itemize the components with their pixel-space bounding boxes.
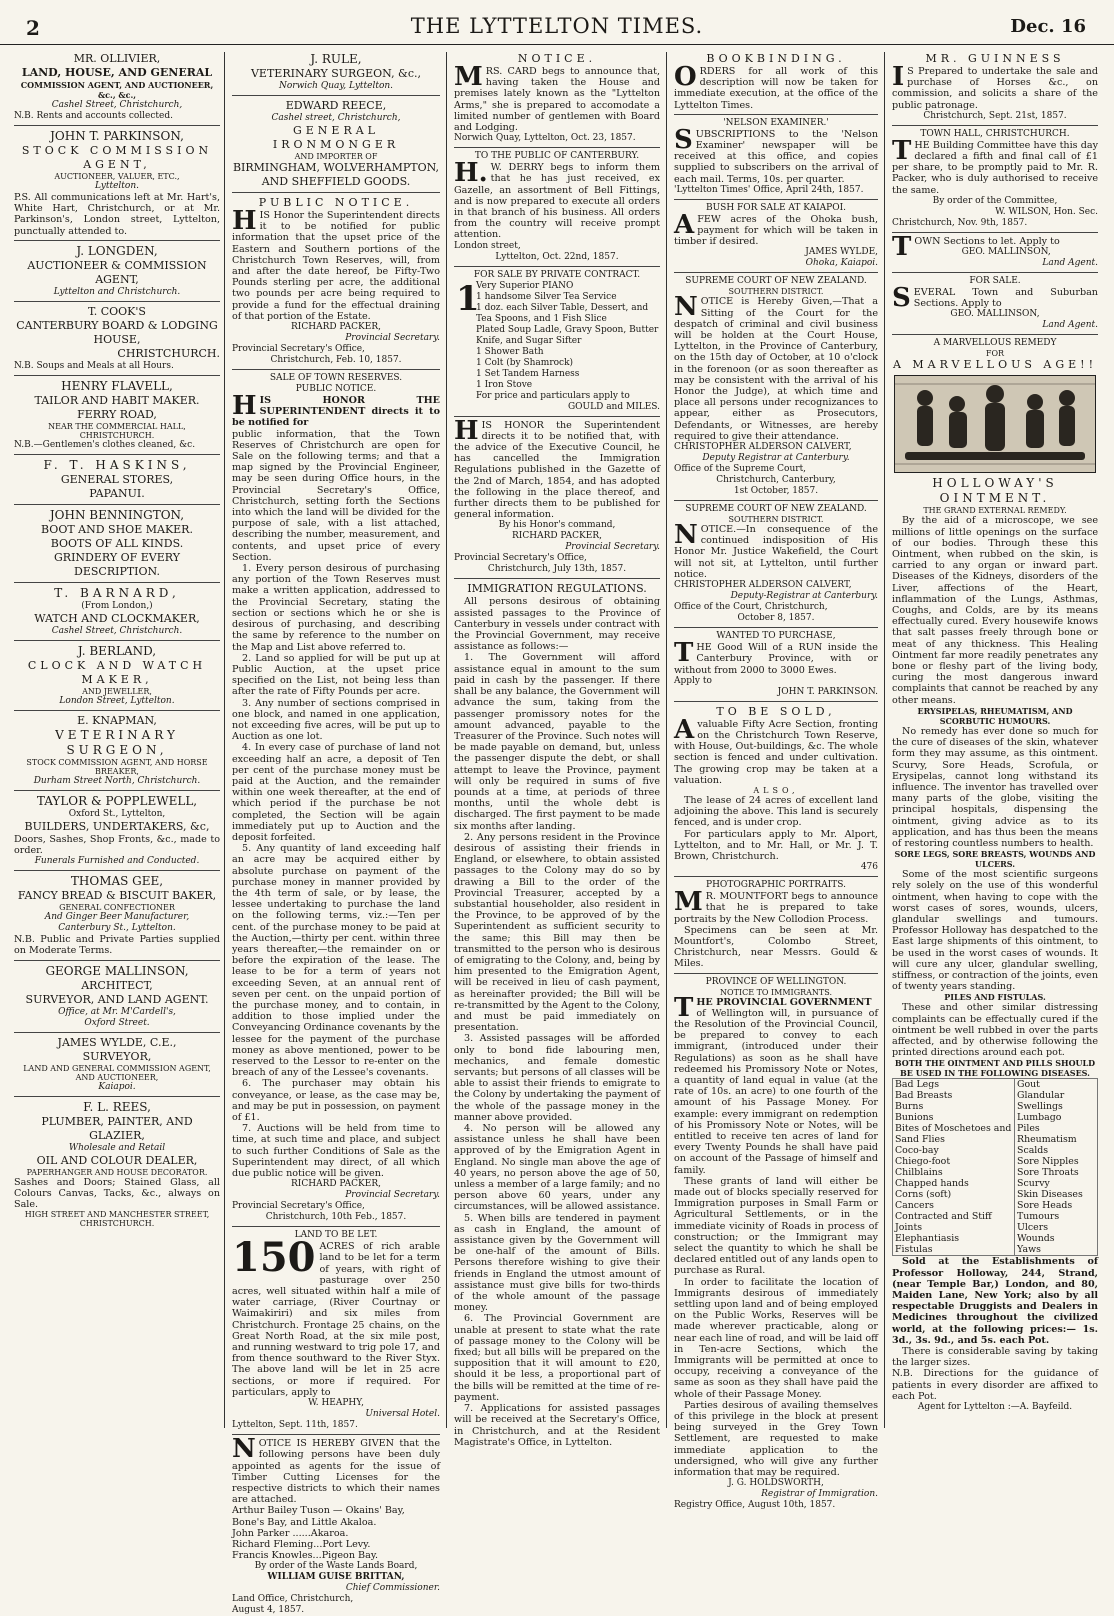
- list-item: Rheumatism: [1017, 1134, 1077, 1146]
- ad-subheading: STOCK COMMISSION AGENT,: [21, 144, 213, 171]
- ad-line: Durham Street North, Christchurch.: [33, 775, 201, 786]
- ad-body: There is considerable saving by taking the larger sizes.: [892, 1346, 1098, 1369]
- notice-office: Land Office, Christchurch,: [232, 1594, 354, 1605]
- ad-subheading: VETERINARY SURGEON, &c.,: [250, 67, 422, 80]
- column-rule: [666, 52, 667, 1428]
- newspaper-title: THE LYTTELTON TIMES.: [410, 14, 704, 38]
- signature-title: Land Agent.: [1042, 258, 1098, 269]
- signature: J. G. HOLDSWORTH,: [728, 1478, 824, 1489]
- notice-item: 3. Assisted passages will be afforded only to bond fide labouring men, mechanics, and female domestic servants; but persons of all classes will be able to assist their friends to emigrate to the Colony by undertaking the payment of the whole of the passage money in the manner above provided.: [454, 1033, 660, 1123]
- ad-heading: T. BARNARD,: [54, 585, 180, 600]
- section-heading: PILES AND FISTULAS.: [944, 992, 1046, 1003]
- column-4: BOOKBINDING. ORDERS for all work of this description will now be taken for immediate execution, at the office of the Lyttelton Times. 'NELSON EXAMINER.' SUBSCRIPTIONS to the 'Nelson Examiner' newspaper will be received at this office, and copies supplied to subscribers on the arrival of each mail. Terms, 10s. per quarter. 'Lyttelton Times' Office, April 24th, 1857. BUSH FOR SALE AT KAIAPOI. AFEW acres of the Ohoka bush, payment for which will be taken in timber if desired. JAMES WYLDE, Ohoka, Kaiapoi. SUPREME COURT OF NEW ZEALAND. SOUTHERN DISTRICT. NOTICE is Hereby Given,—That a Sitting of the Court for the despatch of criminal and civil business will be holden at the Court House, Lyttelton, in the Province of Canterbury, on the 15th day of October, at 10 o'clock in the forenoon (or as soon thereafter as may be consistent with the arrival of his Honor the Judge), at which time and place all persons under recognizances to appear, either as Prosecutors, Defendants, or Witnesses, are hereby required to give their attendance. CHRISTOPHER ALDERSON CALVERT, Deputy Registrar at Canterbury. Office of the Supreme Court, Christchurch, Canterbury, 1st October, 1857. SUPREME COURT OF NEW ZEALAND. SOUTHERN DISTRICT. NOTICE.—In consequence of the continued indisposition of His Honor Mr. Justice Wakefield, the Court will not sit, at Lyttelton, until further notice. CHRISTOPHER ALDERSON CALVERT, Deputy-Registrar at Canterbury. Office of the Court, Christchurch, October 8, 1857. WANTED TO PURCHASE, THE Good Will of a RUN inside the Canterbury Province, with or without from 2000 to 3000 Ewes. Apply to JOHN T. PARKINSON. TO BE SOLD, Avaluable Fifty Acre Section, fronting on the Christchurch Town Reserve, with House, Out-buildings, &c. The whole section is fenced and under cultivation. The growing crop may be taken at a valuation. ALSO, The lease of 24 acres of excellent land adjoining the above. This land is securely fenced, and is under crop. For particulars apply to Mr. Alport, Lyttelton, and to Mr. Hall, or Mr. J. T. Brown, Christchurch. 476 PHOTOGRAPHIC PORTRAITS. M R. MOUNTFORT begs to announce that he is prepared to take portraits by the New Collodion Process. Specimens can be seen at Mr. Mountfort's, Colombo Street, Christchurch, near Messrs. Gould & Miles. PROVINCE OF WELLINGTON. NOTICE TO IMMIGRANTS. THE PROVINCIAL GOVERNMENT of Wellington will, in pursuance of the Resolution of the Provincial Council, be prepared to convey to each immigrant, (introduced under their Regulations) as soon as he shall have redeemed his Promissory Note or Notes, a quantity of land equal in value (at the rate of 10s. an acre) to one fourth of the amount of his Passage Money. For example: every immigrant on redemption of his Promissory Note or Notes, will be entitled to receive ten acres of land for every Twenty Pounds he shall have paid on account of the Passage of himself and family. These grants of land will either be made out of blocks specially reserved for Immigration purposes in Small Farm or Agricultural Settlements, or in the immediate vicinity of Roads in process of construction; or the Immigrant may select the quantity to which he shall be declared entitled out of any lands open to purchase as Rural. In order to facilitate the location of Immigrants desirous of immediately settling upon land and of being employed on the Public Works, Reserves will be made wherever practicable, along or near each line of road, and will be laid off in Ten-acre Sections, which the Immigrants will be permitted at once to occupy, receiving a conveyance of the same as soon as they shall have paid the whole of their Passage Money. Parties desirous of availing themselves of this privilege in the block at present being surveyed in the Grey Town Settlement, are requested to make immediate application to the undersigned, who will give any further information that may be required. J. G. HOLDSWORTH, Registrar of Immigration. Registry Office, August 10th, 1857.: [674, 52, 878, 1511]
- notice-item: 1. The Government will afford assistance equal in amount to the sum paid in cash by the passenger. If there shall be any balance, the Government will advance the sum, taking from the passenger promissory notes for the amount advanced, payable to the Treasurer of the Province. Such notes will be made payable on demand, but, unless the passenger dispute the debt, or shall attempt to leave the Province, payment will only be required in sums of five pounds at a time, at periods of three months, until the whole debt is discharged. The first payment to be made six months after landing.: [454, 652, 660, 832]
- notice-title: SUPREME COURT OF NEW ZEALAND.: [685, 276, 867, 287]
- notice-body: HE Good Will of a RUN inside the Canterbury Province, with or without from 2000 to 3000 Ewes.: [674, 642, 878, 676]
- notice-date: Christchurch, Nov. 9th, 1857.: [892, 217, 1028, 228]
- notice-body: For particulars apply to Mr. Alport, Lyttelton, and to Mr. Hall, or Mr. J. T. Brown, Christchurch.: [674, 828, 878, 862]
- list-item: Cancers: [895, 1200, 934, 1212]
- notice-lead: HE PROVINCIAL GOVERNMENT: [696, 996, 872, 1008]
- notice-title: PROVINCE OF WELLINGTON.: [705, 976, 847, 987]
- signature: GEO. MALLINSON,: [961, 247, 1051, 258]
- ad-line: COMMISSION AGENT, AND AUCTIONEER, &c., &c.,: [20, 80, 214, 100]
- list-item: 1 Shower Bath: [476, 346, 544, 357]
- list-item: Tumours: [1017, 1211, 1060, 1223]
- list-item: Contracted and Stiff Joints: [895, 1211, 992, 1234]
- list-item: Yaws: [1017, 1244, 1041, 1256]
- ad-body: Doors, Sashes, Shop Fronts, &c., made to order.: [14, 833, 220, 857]
- list-item: Very Superior PIANO: [476, 280, 574, 291]
- signature-title: Deputy-Registrar at Canterbury.: [730, 591, 878, 602]
- notice-subtitle: NOTICE TO IMMIGRANTS.: [720, 987, 832, 997]
- ad-subheading: AUCTIONEER & COMMISSION AGENT,: [27, 258, 207, 286]
- ad-line: GRINDERY OF EVERY DESCRIPTION.: [54, 550, 180, 578]
- ad-line: FERRY ROAD,: [77, 407, 157, 421]
- ad-body: These and other similar distressing complaints can be effectually cured if the ointment be well rubbed in over the parts affected, and by otherwise following the printed directions around each pot.: [892, 1002, 1098, 1059]
- notice-date: Norwich Quay, Lyttelton, Oct. 23, 1857.: [454, 133, 636, 144]
- notice-title: IMMIGRATION REGULATIONS.: [467, 582, 647, 596]
- ad-line: Office, at Mr. M'Cardell's,: [58, 1006, 176, 1017]
- notice-date: 'Lyttelton Times' Office, April 24th, 1857.: [674, 184, 864, 195]
- notice-item: 6. The purchaser may obtain his conveyance, or lease, as the case may be, and may be put in possession, on payment of £1.: [232, 1078, 440, 1124]
- sale-items: 1 Very Superior PIANO 1 handsome Silver Tea Service 1 doz. each Silver Table, Dessert, and Tea Spoons, and 1 Fish Slice Plated Soup Ladle, Gravy Spoon, Butter Knife, and Sugar Sifter 1 Shower Bath 1 Colt (by Shamrock) 1 Set Tandem Harness 1 Iron Stove For price and particulars apply to: [456, 278, 659, 401]
- engraving-figures-icon: [895, 376, 1095, 472]
- column-rule: [224, 52, 225, 1428]
- notice-title: TOWN HALL, CHRISTCHURCH.: [920, 128, 1070, 139]
- ad-subheading: FANCY BREAD & BISCUIT BAKER,: [17, 889, 217, 903]
- ad-subheading: TAILOR AND HABIT MAKER.: [34, 393, 200, 407]
- ad-line: Lyttelton.: [94, 181, 140, 191]
- list-item: Bad Breasts: [895, 1090, 953, 1102]
- notice-title: PUBLIC NOTICE.: [258, 196, 414, 209]
- signature: GOULD and MILES.: [567, 401, 660, 412]
- page-number: 2: [26, 16, 40, 40]
- signature: JOHN T. PARKINSON.: [777, 686, 878, 697]
- ad-line: And Ginger Beer Manufacturer,: [44, 912, 190, 923]
- notice-body: RS. CARD begs to announce that, having taken the House and premises lately known as the "Lyttelton Arms," she is prepared to accomodate a limited number of gentlemen with Board and Lodging.: [454, 66, 660, 134]
- disease-list-left: [893, 1079, 1015, 1256]
- notice-title: PHOTOGRAPHIC PORTRAITS.: [706, 880, 846, 891]
- list-item: 1 Iron Stove: [476, 379, 533, 390]
- ad-agent: Agent for Lyttelton :—A. Bayfeild.: [917, 1402, 1073, 1413]
- notice-body: HE Building Committee have this day declared a fifth and final call of £1 per share, to be promptly paid to Mr. R. Packer, who is duly authorised to receive the same.: [892, 139, 1098, 196]
- notice-line: London street,: [454, 240, 521, 251]
- ad-heading: T. COOK'S: [88, 304, 146, 318]
- ad-line: AUCTIONEER, VALUER, ETC.,: [54, 172, 180, 181]
- ad-taylor-popplewell: [14, 794, 220, 867]
- ad-heading: EDWARD REECE,: [285, 99, 387, 112]
- ad-line: PAPANUI.: [89, 486, 145, 500]
- list-item: Coco-bay: [895, 1145, 939, 1157]
- notice-body: Specimens can be seen at Mr. Mountfort's, Colombo Street, Christchurch, near Messrs. Gould & Miles.: [674, 924, 878, 970]
- notice-body: valuable Fifty Acre Section, fronting on the Christchurch Town Reserve, with House, Out-buildings, &c. The whole section is fenced and under cultivation. The growing crop may be taken at a valuation.: [674, 718, 878, 786]
- notice-body: public information, that the Town Reserves of Christchurch are open for Sale on the following terms; and that a map signed by the Provincial Engineer, may be seen during Office hours, in the Provincial Secretary's Office, Christchurch, setting forth the Sections into which the land will be divided for the purpose of sale, with a list attached, describing the number, measurement, and contents, and upset price of every Section.: [232, 428, 440, 563]
- notice-item: 4. In every case of purchase of land not exceeding half an acre, a deposit of Ten per cent of the purchase money must be paid at the Auction, and the remainder within one week thereafter, at the end of which period if the purchase be not completed, the Section will be again immediately put up to Auction and the deposit forfeited.: [232, 742, 440, 843]
- notice-date: October 8, 1857.: [737, 613, 815, 624]
- ad-subheading: GENERAL IRONMONGER: [272, 124, 400, 151]
- list-item: Sore Nipples: [1017, 1156, 1079, 1168]
- signature: JAMES WYLDE,: [805, 247, 878, 258]
- signature: CHRISTOPHER ALDERSON CALVERT,: [674, 442, 852, 453]
- signature-title: Chief Commissioner.: [345, 1583, 440, 1594]
- list-item: Wounds: [1017, 1233, 1055, 1245]
- ad-line: N.B. Rents and accounts collected.: [14, 111, 173, 121]
- ad-line: Cashel Street, Christchurch,: [51, 100, 183, 110]
- signature-title: Provincial Secretary.: [565, 542, 660, 553]
- notice-title: BUSH FOR SALE AT KAIAPOI.: [705, 202, 847, 213]
- list-item: 1 handsome Silver Tea Service: [476, 291, 617, 302]
- signature: WILLIAM GUISE BRITTAN,: [267, 1572, 405, 1583]
- ad-line: BIRMINGHAM, WOLVERHAMPTON,: [232, 161, 440, 174]
- list-item: Bad Legs: [895, 1079, 940, 1091]
- notice-office: Provincial Secretary's Office,: [232, 344, 365, 355]
- notice-title: BOOKBINDING.: [706, 52, 846, 65]
- signature: RICHARD PACKER,: [291, 1179, 381, 1190]
- notice-date: Registry Office, August 10th, 1857.: [674, 1500, 836, 1511]
- signature: RICHARD PACKER,: [291, 322, 381, 333]
- ad-ollivier: [14, 52, 220, 122]
- notice-date: Christchurch, Sept. 21st, 1857.: [923, 110, 1067, 121]
- list-item: Skin Diseases: [1017, 1189, 1083, 1201]
- ad-line: Funerals Furnished and Conducted.: [34, 856, 200, 867]
- ad-line: AND AUCTIONEER,: [75, 1072, 159, 1082]
- notice-subtitle: PUBLIC NOTICE.: [295, 384, 377, 395]
- ad-body: Sold at the Establishments of Professor Holloway, 244, Strand, (near Temple Bar,) London, and 80, Maiden Lane, New York; also by all respectable Druggists and Dealers in Medicines throughout the civilized world, at the following prices:— 1s. 3d., 3s. 9d., and 5s. each Pot.: [892, 1256, 1098, 1346]
- column-3: NOTICE. MRS. CARD begs to announce that, having taken the House and premises lately known as the "Lyttelton Arms," she is prepared to accomodate a limited number of gentlemen with Board and Lodging. Norwich Quay, Lyttelton, Oct. 23, 1857. TO THE PUBLIC OF CANTERBURY. H. W. DERRY begs to inform them that he has just received, ex Gazelle, an assortment of Bell Fittings, and is now prepared to execute all orders in that branch of his business. All orders from the country will receive prompt attention. London street, Lyttelton, Oct. 22nd, 1857. FOR SALE BY PRIVATE CONTRACT. 1 Very Superior PIANO 1 handsome Silver Tea Service 1 doz. each Silver Table, Dessert, and Tea Spoons, and 1 Fish Slice Plated Soup Ladle, Gravy Spoon, Butter Knife, and Sugar Sifter 1 Shower Bath 1 Colt (by Shamrock) 1 Set Tandem Harness 1 Iron Stove For price and particulars apply to GOULD and MILES. HIS HONOR the Superintendent directs it to be notified that, with the advice of the Executive Council, he has cancelled the Immigration Regulations published in the Gazette of the 2nd of March, 1854, and has adopted the following in the place thereof, and further directs them to be published for general information. By his Honor's command, RICHARD PACKER, Provincial Secretary. Provincial Secretary's Office, Christchurch, July 13th, 1857. IMMIGRATION REGULATIONS. All persons desirous of obtaining assisted passages to the Province of Canterbury in vessels under contract with the Provincial Government, may receive assistance as follows:— 1. The Government will afford assistance equal in amount to the sum paid in cash by the passenger. If there shall be any balance, the Government will advance the sum, taking from the passenger promissory notes for the amount advanced, payable to the Treasurer of the Province. Such notes will be made payable on demand, but, unless the passenger dispute the debt, or shall attempt to leave the Province, payment will only be required in sums of five pounds at a time, at periods of three months, until the whole debt is discharged. The first payment to be made six months after landing. 2. Any persons resident in the Province desirous of assisting their friends in England, or elsewhere, to obtain assisted passages to the Colony may do so by drawing a Bill to the order of the Provincial Treasurer, accepted by a substantial householder, also resident in the Province, to be approved of by the Superintendent as sufficient security to the same; this Bill may then be transmitted to the person who is desirous of emigrating to the Colony, and, being by him presented to the Emigration Agent, will be received in lieu of cash payment, as hereinafter provided; the Bill will be re-transmitted by the Agent to the Colony, and must be paid immediately on presentation. 3. Assisted passages will be afforded only to bond fide labouring men, mechanics, and female domestic servants; but persons of all classes will be able to assist their friends to emigrate to the Colony by undertaking the payment of the whole of the passage money in the manner above provided. 4. No person will be allowed any assistance unless he shall have been approved of by the Emigration Agent in England. No single man above the age of 40 years, no person above the age of 50, unless a member of a large family; and no person above 60 years, under any circumstances, will be allowed assistance. 5. When bills are tendered in payment as cash in England, the amount of assistance given by the Government will be one-half of the amount of Bills. Persons therefore wishing to give their friends in England the utmost amount of assistance must give bills for two-thirds of the whole amount of the passage money. 6. The Provincial Government are unable at present to state what the rate of passage money to the Colony will be fixed; but all bills will be prepared on the supposition that it will amount to £20, should it be less, a proportional part of the bills will be remitted at the time of re-payment. 7. Applications for assisted passages will be received at the Secretary's Office, in Christchurch, and at the Resident Magistrate's Office, in Lyttelton.: [454, 52, 660, 1448]
- ad-line: Canterbury St., Lyttelton.: [58, 923, 176, 934]
- notice-date: Christchurch, 10th Feb., 1857.: [265, 1212, 407, 1223]
- ad-banner: FOR: [985, 349, 1005, 359]
- notice-office: Office of the Court, Christchurch,: [674, 602, 828, 613]
- ad-line: N.B.—Gentlemen's clothes cleaned, &c.: [14, 439, 196, 450]
- signature: W. HEAPHY,: [308, 1398, 364, 1409]
- ad-heading: MR. GUINNESS: [925, 52, 1065, 65]
- notice-line: Christchurch, Canterbury,: [716, 475, 836, 486]
- ad-heading: F. L. REES,: [83, 1099, 151, 1114]
- ad-body: N.B. Public and Private Parties supplied on Moderate Terms.: [14, 934, 220, 957]
- ad-line: GENERAL CONFECTIONER: [59, 903, 175, 913]
- notice-title: FOR SALE BY PRIVATE CONTRACT.: [473, 269, 641, 280]
- notice-item: 7. Auctions will be held from time to time, at such time and place, and subject to such further Conditions of Sale as the Superintendent may direct, of all which due public notice will be given.: [232, 1123, 440, 1180]
- ad-gee: [14, 874, 220, 956]
- notice-by: By his Honor's command,: [498, 520, 616, 531]
- ad-heading: JOHN BENNINGTON,: [49, 507, 185, 522]
- notice-office: Office of the Supreme Court,: [674, 464, 807, 475]
- ad-heading: JAMES WYLDE, C.E.,: [57, 1035, 177, 1049]
- ad-body: By the aid of a microscope, we see millions of little openings on the surface of our bodies. Through these this Ointment, when rubbed on the skin, is carried to any organ or inward part. Diseases of the Kidneys, disorders of the Liver, affections of the Heart, inflammation of the Lungs, Asthmas, Coughs, and Colds, are by its means effectually cured. Every housewife knows that salt passes freely through bone or meat of any thickness. This Healing Ointment far more readily penetrates any bone or fleshy part of the living body, curing the most dangerous inward complaints that cannot be reached by any other means.: [892, 515, 1098, 706]
- list-item: Francis Knowles...Pigeon Bay.: [232, 1550, 379, 1562]
- ad-subheading: Oxford St., Lyttelton,: [68, 808, 166, 819]
- ad-line: London Street, Lyttelton.: [59, 695, 175, 706]
- notice-subtitle: SOUTHERN DISTRICT.: [728, 515, 824, 525]
- ad-line: WATCH AND CLOCKMAKER,: [34, 611, 200, 625]
- issue-date: Dec. 16: [1010, 16, 1086, 37]
- notice-date: Christchurch, Feb. 10, 1857.: [270, 355, 402, 366]
- ad-body: Some of the most scientific surgeons rely solely on the use of this wonderful ointment, when having to cope with the worst cases of sores, wounds, ulcers, glandular swellings and tumours. Professor Holloway has despatched to the East large shipments of this ointment, to be used in the worst cases of wounds. It will cure any ulcer, glandular swelling, stiffness, or contraction of the joints, even of twenty years standing.: [892, 869, 1098, 993]
- notice-date: Christchurch, July 13th, 1857.: [487, 564, 627, 575]
- ad-flavell: [14, 379, 220, 451]
- column-2: J. RULE, VETERINARY SURGEON, &c., Norwich Quay, Lyttelton. EDWARD REECE, Cashel street, Christchurch, GENERAL IRONMONGER AND IMPORTER OF BIRMINGHAM, WOLVERHAMPTON, AND SHEFFIELD GOODS. PUBLIC NOTICE. HIS Honor the Superintendent directs it to be notified for public information that the upset price of the Eastern and Southern portions of the Christchurch Town Reserves, will, from and after the date hereof, be Fifty-Two Pounds sterling per acre, the additional two pounds per acre being required to provide a fund for the effectual draining of that portion of the Estate. RICHARD PACKER, Provincial Secretary. Provincial Secretary's Office, Christchurch, Feb. 10, 1857. SALE OF TOWN RESERVES. PUBLIC NOTICE. HIS HONOR THE SUPERINTENDENT directs it to be notified for public information, that the Town Reserves of Christchurch are open for Sale on the following terms; and that a map signed by the Provincial Engineer, may be seen during Office hours, in the Provincial Secretary's Office, Christchurch, setting forth the Sections into which the land will be divided for the purpose of sale, with a list attached, describing the number, measurement, and contents, and upset price of every Section. 1. Every person desirous of purchasing any portion of the Town Reserves must make a written application, addressed to the Provincial Secretary, stating the section or sections which he or she is desirous of purchasing, and describing the same by reference to the number on the Map and List above referred to. 2. Land so applied for will be put up at Public Auction, at the upset price specified on the List, not being less than after the rate of Fifty Pounds per acre. 3. Any number of sections comprised in one block, and named in one application, not exceeding five acres, will be put up to Auction as one lot. 4. In every case of purchase of land not exceeding half an acre, a deposit of Ten per cent of the purchase money must be paid at the Auction, and the remainder within one week thereafter, at the end of which period if the purchase be not completed, the Section will be again immediately put up to Auction and the deposit forfeited. 5. Any quantity of land exceeding half an acre may be acquired either by absolute purchase on payment of the purchase money in manner provided by the 4th term of sale, or by lease, the lessee undertaking to purchase the land on the following terms, viz.:—Ten per cent. of the purchase money to be paid at the Auction,—thirty per cent. within three years thereafter,—the remainder on or before the expiration of the lease. The lease to be for a term of years not exceeding Seven, at an annual rent of seven per cent. on the unpaid portion of the purchase money, and to contain, in addition to those implied under the Conveyancing Ordinance covenants by the lessee for the payment of the purchase money as above mentioned, power to be reserved to the Lessor to re-enter on the breach of any of the Lessee's covenants. 6. The purchaser may obtain his conveyance, or lease, as the case may be, and may be put in possession, on payment of £1. 7. Auctions will be held from time to time, at such time and place, and subject to such further Conditions of Sale as the Superintendent may direct, of all which due public notice will be given. RICHARD PACKER, Provincial Secretary. Provincial Secretary's Office, Christchurch, 10th Feb., 1857. LAND TO BE LET. 150 ACRES of rich arable land to be let for a term of years, with right of pasturage over 250 acres, well situated within half a mile of water carriage, (River Courtnay or Waimakiriri) and six miles from Christchurch. Frontage 25 chains, on the Great North Road, at the six mile post, and running westward to trig pole 17, and from thence southward to the River Styx. The above land will be let in 25 acre sections, or more if required. For particulars, apply to W. HEAPHY, Universal Hotel. Lyttelton, Sept. 11th, 1857. NOTICE IS HEREBY GIVEN that the following persons have been duly appointed as agents for the issue of Timber Cutting Licenses for the respective districts to which their names are attached. Arthur Bailey Tuson — Okains' Bay, Bone's Bay, and Little Akaloa. John Parker ......Akaroa. Richard Fleming...Port Levy. Francis Knowles...Pigeon Bay. By order of the Waste Lands Board, WILLIAM GUISE BRITTAN, Chief Commissioner. Land Office, Christchurch, August 4, 1857.: [232, 52, 440, 1616]
- notice-body: W. DERRY begs to inform them that he has just received, ex Gazelle, an assortment of Bell Fittings, and is now prepared to execute all orders in that branch of his business. All orders from the country will receive prompt attention.: [454, 162, 660, 241]
- ad-heading: TAYLOR & POPPLEWELL,: [36, 793, 198, 808]
- ad-line: Wholesale and Retail: [68, 1142, 166, 1153]
- ad-body: P.S. All communications left at Mr. Hart's, White Hart, Christchurch, or at Mr. Parkinson's, London street, Lyttelton, punctually attended to.: [14, 192, 220, 237]
- list-item: Sore Throats: [1017, 1167, 1079, 1179]
- list-item: Bites of Moschetoes and Sand Flies: [895, 1123, 1012, 1146]
- list-item: 1 Colt (by Shamrock): [476, 357, 574, 368]
- notice-body: ACRES of rich arable land to be let for a term of years, with right of pasturage over 250 acres, well situated within half a mile of water carriage, (River Courtnay or Waimakiriri) and six miles from Christchurch. Frontage 25 chains, on the Great North Road, at the six mile post, and running westward to trig pole 17, and from thence southward to the River Styx. The above land will be let in 25 acre sections, or more if required. For particulars, apply to: [232, 1241, 440, 1398]
- ad-subheading: CANTERBURY BOARD & LODGING HOUSE,: [16, 318, 218, 346]
- notice-title: TO THE PUBLIC OF CANTERBURY.: [474, 151, 640, 162]
- notice-lead: IS HONOR THE SUPERINTENDENT directs it to be notified for: [232, 395, 440, 429]
- notice-date: 1st October, 1857.: [733, 486, 819, 497]
- ad-heading: F. T. HASKINS,: [43, 457, 191, 472]
- disease-list-right: [1015, 1079, 1098, 1256]
- notice-date: Lyttelton, Oct. 22nd, 1857.: [495, 251, 619, 262]
- ad-subheading: THE GRAND EXTERNAL REMEDY.: [923, 506, 1067, 516]
- ad-subheading: BOOT AND SHOE MAKER.: [41, 522, 193, 536]
- notice-title: LAND TO BE LET.: [294, 1230, 378, 1241]
- notice-title: SUPREME COURT OF NEW ZEALAND.: [685, 504, 867, 515]
- ad-parkinson: [14, 129, 220, 237]
- ad-longden: [14, 244, 220, 298]
- notice-item: 5. Any quantity of land exceeding half an acre may be acquired either by absolute purchase on payment of the purchase money in manner provided by the 4th term of sale, or by lease, the lessee undertaking to purchase the land on the following terms, viz.:—Ten per cent. of the purchase money to be paid at the Auction,—thirty per cent. within three years thereafter,—the remainder on or before the expiration of the lease. The lease to be for a term of years not exceeding Seven, at an annual rent of seven per cent. on the unpaid portion of the purchase money, and to contain, in addition to those implied under the Conveyancing Ordinance covenants by the lessee for the payment of the purchase money as above mentioned, power to be reserved to the Lessor to re-enter on the breach of any of the Lessee's covenants.: [232, 843, 440, 1079]
- notice-body: IS HONOR the Superintendent directs it to be notified that, with the advice of the Executive Council, he has cancelled the Immigration Regulations published in the Gazette of the 2nd of March, 1854, and has adopted the following in the place thereof, and further directs them to be published for general information.: [454, 419, 660, 521]
- ad-line: BUILDERS, UNDERTAKERS, &c,: [24, 819, 210, 833]
- signature-title: Provincial Secretary.: [345, 1190, 440, 1201]
- notice-body: OTICE IS HEREBY GIVEN that the following persons have been duly appointed as agents for the issue of Timber Cutting Licenses for the respective districts to which their names are attached.: [232, 1438, 440, 1506]
- list-item: Chilblains: [895, 1167, 943, 1179]
- ad-line: Cashel street, Christchurch,: [271, 113, 401, 123]
- ad-line: PAPERHANGER AND HOUSE DECORATOR.: [26, 1167, 208, 1177]
- ad-line: AND SHEFFIELD GOODS.: [261, 175, 411, 188]
- list-item: Scurvy: [1017, 1178, 1050, 1190]
- list-item: Richard Fleming...Port Levy.: [232, 1538, 371, 1550]
- ad-wylde: [14, 1036, 220, 1093]
- signature: RICHARD PACKER,: [512, 531, 602, 542]
- list-item: Scalds: [1017, 1145, 1049, 1157]
- notice-item: 4. No person will be allowed any assistance unless he shall have been approved of by the Emigration Agent in England. No single man above the age of 40 years, no person above the age of 50, unless a member of a large family; and no person above 60 years, under any circumstances, will be allowed assistance.: [454, 1123, 660, 1213]
- notice-title: NOTICE.: [517, 52, 597, 65]
- column-rule: [446, 52, 447, 1428]
- ad-line: N.B. Soups and Meals at all Hours.: [14, 360, 174, 371]
- signature: GEO. MALLINSON,: [950, 309, 1040, 320]
- section-heading: ERYSIPELAS, RHEUMATISM, AND SCORBUTIC HUMOURS.: [917, 705, 1073, 726]
- list-item: 1 doz. each Silver Table, Dessert, and Tea Spoons, and 1 Fish Slice: [476, 302, 649, 324]
- ad-subheading: VETERINARY SURGEON,: [55, 727, 179, 757]
- list-item: Lumbago: [1017, 1112, 1062, 1124]
- column-rule: [884, 52, 885, 1428]
- ad-subheading: LAND, HOUSE, AND GENERAL: [21, 66, 213, 79]
- ad-heading: J. LONGDEN,: [76, 243, 158, 258]
- ad-heading: J. RULE,: [310, 52, 362, 66]
- ad-line: AND IMPORTER OF: [294, 152, 378, 161]
- notice-by: By order of the Committee,: [932, 195, 1058, 206]
- notice-subtitle: SOUTHERN DISTRICT.: [728, 287, 824, 297]
- ad-heading: JOHN T. PARKINSON,: [50, 129, 184, 143]
- signature-title: Deputy Registrar at Canterbury.: [702, 453, 850, 464]
- notice-item: 2. Any persons resident in the Province desirous of assisting their friends in England, or elsewhere, to obtain assisted passages to the Colony may do so by drawing a Bill to the order of the Provincial Treasurer, accepted by a substantial householder, also resident in the Province, to be approved of by the Superintendent as sufficient security to the same; this Bill may then be transmitted to the person who is desirous of emigrating to the Colony, and, being by him presented to the Emigration Agent, will be received in lieu of cash payment, as hereinafter provided; the Bill will be re-transmitted by the Agent to the Colony, and must be paid immediately on presentation.: [454, 831, 660, 1034]
- notice-body: These grants of land will either be made out of blocks specially reserved for Immigration purposes in Small Farm or Agricultural Settlements, or in the immediate vicinity of Roads in process of construction; or the Immigrant may select the quantity to which he shall be declared entitled out of any lands open to purchase as Rural.: [674, 1175, 878, 1277]
- notice-title: 'NELSON EXAMINER.': [723, 117, 829, 128]
- list-item: Glandular Swellings: [1017, 1090, 1065, 1113]
- ad-subheading: (From London,): [81, 600, 153, 611]
- notice-body: OWN Sections to let. Apply to: [914, 235, 1060, 247]
- ad-rees: [14, 1100, 220, 1229]
- notice-item: 5. When bills are tendered in payment as cash in England, the amount of assistance given by the Government will be one-half of the amount of Bills. Persons therefore wishing to give their friends in England the utmost amount of assistance must give bills for two-thirds of the whole amount of the passage money.: [454, 1212, 660, 1314]
- ad-line: AND JEWELLER,: [82, 686, 152, 696]
- ad-subheading: GENERAL STORES,: [60, 472, 174, 486]
- ad-berland: [14, 644, 220, 707]
- notice-office: Provincial Secretary's Office,: [454, 553, 587, 564]
- notice-body: RDERS for all work of this description will now be taken for immediate execution, at the office of the Lyttelton Times.: [674, 66, 878, 111]
- notice-reference: 476: [860, 862, 878, 873]
- ad-barnard: [14, 586, 220, 637]
- notice-title: WANTED TO PURCHASE,: [716, 631, 836, 642]
- notice-item: 1. Every person desirous of purchasing any portion of the Town Reserves must make a written application, addressed to the Provincial Secretary, stating the section or sections which he or she is desirous of purchasing, and describing the same by reference to the number on the Map and List above referred to.: [232, 563, 440, 653]
- column-1: [14, 52, 220, 1428]
- ad-line: HIGH STREET AND MANCHESTER STREET, CHRISTCHURCH.: [24, 1210, 210, 1229]
- ad-cook: [14, 305, 220, 372]
- notice-body: OTICE is Hereby Given,—That a Sitting of the Court for the despatch of criminal and civil business will be holden at the Court House, Lyttelton, in the Province of Canterbury, on the 15th day of October, at 10 o'clock in the forenoon (or as soon thereafter as may be consistent with the arrival of his Honor the Judge), at which time and place all persons under recognizances to appear, either as Prosecutors, Defendants, or Witnesses, are hereby required to give their attendance.: [674, 296, 878, 442]
- signature-title: Land Agent.: [1042, 320, 1098, 331]
- notice-item: 6. The Provincial Government are unable at present to state what the rate of passage money to the Colony will be fixed; but all bills will be prepared on the supposition that it will amount to £20, should it be less, a proportional part of the bills will be remitted at the time of re-payment.: [454, 1313, 660, 1403]
- signature-title: Registrar of Immigration.: [761, 1489, 878, 1500]
- list-item: Chiego-foot: [895, 1156, 951, 1168]
- notice-title: SALE OF TOWN RESERVES.: [269, 373, 403, 384]
- notice-body: IS Honor the Superintendent directs it to be notified for public information that the upset price of the Eastern and Southern portions of the Christchurch Town Reserves, will, from and after the date hereof, be Fifty-Two Pounds sterling per acre, the additional two pounds per acre being required to provide a fund for the effectual draining of that portion of the Estate.: [232, 210, 440, 322]
- notice-body: UBSCRIPTIONS to the 'Nelson Examiner' newspaper will be received at this office, and copies supplied to subscribers on the arrival of each mail. Terms, 10s. per quarter.: [674, 128, 878, 185]
- notice-body: Parties desirous of availing themselves of this privilege in the block at present being surveyed in the Grey Town Settlement, are requested to make immediate application to the undersigned, who will give any further information that may be required.: [674, 1399, 878, 1479]
- list-item: Bunions: [895, 1112, 934, 1124]
- ad-heading: THOMAS GEE,: [70, 874, 164, 889]
- ad-mallinson: [14, 964, 220, 1029]
- list-item: Sore Heads: [1017, 1200, 1073, 1212]
- section-heading: BOTH THE OINTMENT AND PILLS SHOULD BE USED IN THE FOLLOWING DISEASES.: [894, 1058, 1096, 1079]
- list-item: For price and particulars apply to: [476, 390, 630, 401]
- ad-line: Kaiapoi.: [98, 1081, 136, 1092]
- ad-banner: A MARVELLOUS AGE!!: [892, 358, 1098, 372]
- ad-line: SURVEYOR, AND LAND AGENT.: [25, 992, 209, 1006]
- engraving-illustration: [894, 375, 1096, 473]
- section-heading: SORE LEGS, SORE BREASTS, WOUNDS AND ULCERS.: [894, 849, 1096, 870]
- ad-heading: E. KNAPMAN,: [77, 713, 157, 727]
- ad-line: CHRISTCHURCH.: [117, 346, 220, 360]
- notice-item: 3. Any number of sections comprised in one block, and named in one application, not exceeding five acres, will be put up to Auction as one lot.: [232, 697, 440, 743]
- acreage-figure: 150: [232, 1234, 316, 1282]
- notice-body: The lease of 24 acres of excellent land adjoining the above. This land is securely fenced, and is under crop.: [674, 794, 878, 829]
- ad-bennington: [14, 508, 220, 579]
- notice-body: In order to facilitate the location of Immigrants desirous of immediately settling upon land and of being employed on the Public Works, Reserves will be made wherever practicable, along or near each line of road, and will be laid off in Ten-acre Sections, which the Immigrants will be permitted at once to occupy, receiving a conveyance of the same as soon as they shall have paid the whole of their Passage Money.: [674, 1276, 878, 1400]
- ad-heading: HENRY FLAVELL,: [61, 378, 173, 393]
- notice-line: Apply to: [674, 675, 712, 686]
- notice-body: FEW acres of the Ohoka bush, payment for which will be taken in timber if desired.: [674, 213, 878, 248]
- ad-body: N.B. Directions for the guidance of patients in every disorder are affixed to each Pot.: [892, 1368, 1098, 1402]
- list-item: Burns: [895, 1101, 924, 1113]
- ad-line: Lyttelton and Christchurch.: [53, 286, 181, 297]
- notice-by: By order of the Waste Lands Board,: [254, 1561, 418, 1572]
- ad-subheading: ARCHITECT,: [81, 978, 153, 992]
- notice-title: TO BE SOLD,: [716, 704, 836, 718]
- list-item: Arthur Bailey Tuson — Okains' Bay, Bone's Bay, and Little Akaloa.: [232, 1505, 405, 1528]
- list-item: Piles: [1017, 1123, 1040, 1135]
- signature-title: Universal Hotel.: [365, 1409, 440, 1420]
- notice-subtitle: ALSO,: [753, 785, 799, 795]
- list-item: Plated Soup Ladle, Gravy Spoon, Butter Knife, and Sugar Sifter: [476, 324, 659, 346]
- signature-title: Provincial Secretary.: [345, 333, 440, 344]
- ad-heading: J. BERLAND,: [77, 643, 157, 658]
- notice-body: of Wellington will, in pursuance of the Resolution of the Provincial Council, be prepared to convey to each immigrant, (introduced under their Regulations) as soon as he shall have redeemed his Promissory Note or Notes, a quantity of land equal in value (at the rate of 10s. an acre) to one fourth of the amount of his Passage Money. For example: every immigrant on redemption of his Promissory Note or Notes, will be entitled to receive ten acres of land for every Twenty Pounds he shall have paid on account of the Passage of himself and family.: [674, 1007, 878, 1176]
- ad-line: Oxford Street.: [84, 1017, 150, 1028]
- signature: W. WILSON, Hon. Sec.: [995, 206, 1098, 217]
- ad-heading: HOLLOWAY'S OINTMENT.: [932, 476, 1058, 506]
- ad-line: STOCK COMMISSION AGENT, AND HORSE BREAKER,: [26, 757, 208, 776]
- list-item: Ulcers: [1017, 1222, 1049, 1234]
- notice-body: S Prepared to undertake the sale and purchase of Horses &c., on commission, and solicits a share of the public patronage.: [892, 66, 1098, 111]
- ad-banner: A MARVELLOUS REMEDY: [933, 338, 1057, 349]
- column-5: MR. GUINNESS I S Prepared to undertake the sale and purchase of Horses &c., on commission, and solicits a share of the public patronage. Christchurch, Sept. 21st, 1857. TOWN HALL, CHRISTCHURCH. THE Building Committee have this day declared a fifth and final call of £1 per share, to be promptly paid to Mr. R. Packer, who is duly authorised to receive the same. By order of the Committee, W. WILSON, Hon. Sec. Christchurch, Nov. 9th, 1857. TOWN Sections to let. Apply to GEO. MALLINSON, Land Agent. FOR SALE. SEVERAL Town and Suburban Sections. Apply to GEO. MALLINSON, Land Agent. A MARVELLOUS REMEDY FOR A MARVELLOUS AGE!! HOLLOWAY'S OINTMENT. THE GRAND EXTERNAL REMEDY. By the aid of a microscope, we see millions of little openings on the surface of our bodies. Through these this Ointment, when rubbed on the skin, is carried to any organ or inward part. Diseases of the Kidneys, disorders of the Liver, affections of the Heart, inflammation of the Lungs, Asthmas, Coughs, and Colds, are by its means effectually cured. Every housewife knows that salt passes freely through bone or meat of any thickness. This Healing Ointment far more readily penetrates any bone or fleshy part of the living body, curing the most dangerous inward complaints that cannot be reached by any other means. ERYSIPELAS, RHEUMATISM, AND SCORBUTIC HUMOURS. No remedy has ever done so much for the cure of diseases of the skin, whatever form they may assume, as this ointment. Scurvy, Sore Heads, Scrofula, or Erysipelas, cannot long withstand its influence. The inventor has travelled over many parts of the globe, visiting the principal hospitals, dispensing the ointment, giving advice as to its application, and has thus been the means of restoring countless numbers to health. SORE LEGS, SORE BREASTS, WOUNDS AND ULCERS. Some of the most scientific surgeons rely solely on the use of this wonderful ointment, when having to cope with the worst cases of sores, wounds, ulcers, glandular swellings and tumours. Professor Holloway has despatched to the East large shipments of this ointment, to be used in the worst cases of wounds. It will cure any ulcer, glandular swelling, stiffness, or contraction of the joints, even of twenty years standing. PILES AND FISTULAS. These and other similar distressing complaints can be effectually cured if the ointment be well rubbed in over the parts affected, and by otherwise following the printed directions around each pot. BOTH THE OINTMENT AND PILLS SHOULD BE USED IN THE FOLLOWING DISEASES. Bad Legs Bad Breasts Burns Bunions Bites of Moschetoes and Sand Flies Coco-bay Chiego-foot Chilblains Chapped hands Corns (soft) Cancers Contracted and Stiff Joints Elephantiasis Fistulas Gout Glandular Swellings Lumbago Piles Rheumatism Scalds Sore Nipples Sore Throats Scurvy Skin Diseases Sore Heads Tumours Ulcers Wounds Yaws Sold at the Establishments of Professor Holloway, 244, Strand, (near Temple Bar,) London, and 80, Maiden Lane, New York; also by all respectable Druggists and Dealers in Medicines throughout the civilized world, at the following prices:— 1s. 3d., 3s. 9d., and 5s. each Pot. There is considerable saving by taking the larger sizes. N.B. Directions for the guidance of patients in every disorder are affixed to each Pot. Agent for Lyttelton :—A. Bayfeild.: [892, 52, 1098, 1413]
- ad-heading: GEORGE MALLINSON,: [45, 963, 189, 978]
- masthead: [0, 0, 1114, 45]
- notice-date: August 4, 1857.: [232, 1605, 305, 1616]
- ad-line: CHRISTCHURCH.: [79, 430, 155, 440]
- list-item: Fistulas: [895, 1244, 933, 1256]
- list-item: Chapped hands: [895, 1178, 969, 1190]
- notice-line: Ohoka, Kaiapoi.: [805, 258, 878, 269]
- ad-knapman: [14, 714, 220, 787]
- ad-line: Norwich Quay, Lyttelton.: [278, 81, 394, 91]
- ad-subheading: CLOCK AND WATCH MAKER,: [27, 658, 207, 686]
- notice-office: Provincial Secretary's Office,: [232, 1201, 365, 1212]
- list-item: 1 Set Tandem Harness: [476, 368, 580, 379]
- notice-item: 2. Land so applied for will be put up at Public Auction, at the upset price specified on the List, not being less than after the rate of Fifty Pounds per acre.: [232, 652, 440, 698]
- ad-line: BOOTS OF ALL KINDS.: [50, 536, 184, 550]
- notice-body: R. MOUNTFORT begs to announce that he is prepared to take portraits by the New Collodion Process.: [674, 891, 878, 925]
- ad-line: Cashel Street, Christchurch.: [51, 625, 183, 636]
- signature: CHRISTOPHER ALDERSON CALVERT,: [674, 580, 852, 591]
- notice-date: Lyttelton, Sept. 11th, 1857.: [232, 1420, 358, 1431]
- ad-body: Sashes and Doors; Stained Glass, all Colours Canvas, Tacks, &c., always on Sale.: [14, 1176, 220, 1211]
- ad-haskins: [14, 458, 220, 501]
- ad-line: LAND AND GENERAL COMMISSION AGENT,: [23, 1063, 211, 1073]
- list-item: Corns (soft): [895, 1189, 952, 1201]
- notice-title: FOR SALE.: [969, 276, 1021, 287]
- ad-line: NEAR THE COMMERCIAL HALL,: [48, 421, 186, 431]
- ad-subheading: SURVEYOR,: [82, 1049, 152, 1063]
- notice-body: OTICE.—In consequence of the continued indisposition of His Honor Mr. Justice Wakefield, the Court will not sit, at Lyttelton, until further notice.: [674, 524, 878, 580]
- agent-list: [232, 1505, 440, 1561]
- ad-body: No remedy has ever done so much for the cure of diseases of the skin, whatever form they may assume, as this ointment. Scurvy, Sore Heads, Scrofula, or Erysipelas, cannot long withstand its influence. The inventor has travelled over many parts of the globe, visiting the principal hospitals, dispensing the ointment, giving advice as to its application, and has thus been the means of restoring countless numbers to health.: [892, 725, 1098, 849]
- ad-heading: MR. OLLIVIER,: [73, 52, 161, 65]
- list-item: Gout: [1017, 1079, 1040, 1091]
- notice-body: EVERAL Town and Suburban Sections. Apply to: [913, 287, 1098, 310]
- notice-item: 7. Applications for assisted passages will be received at the Secretary's Office, in Christchurch, and at the Resident Magistrate's Office, in Lyttelton.: [454, 1403, 660, 1448]
- list-item: John Parker ......Akaroa.: [232, 1527, 349, 1539]
- ad-subheading: PLUMBER, PAINTER, AND GLAZIER,: [41, 1114, 193, 1142]
- notice-body: All persons desirous of obtaining assisted passages to the Province of Canterbury in vessels under contract with the Provincial Government, may receive assistance as follows:—: [454, 596, 660, 653]
- ad-line: OIL AND COLOUR DEALER,: [36, 1153, 198, 1167]
- list-item: Elephantiasis: [895, 1233, 960, 1245]
- disease-table: [892, 1078, 1098, 1256]
